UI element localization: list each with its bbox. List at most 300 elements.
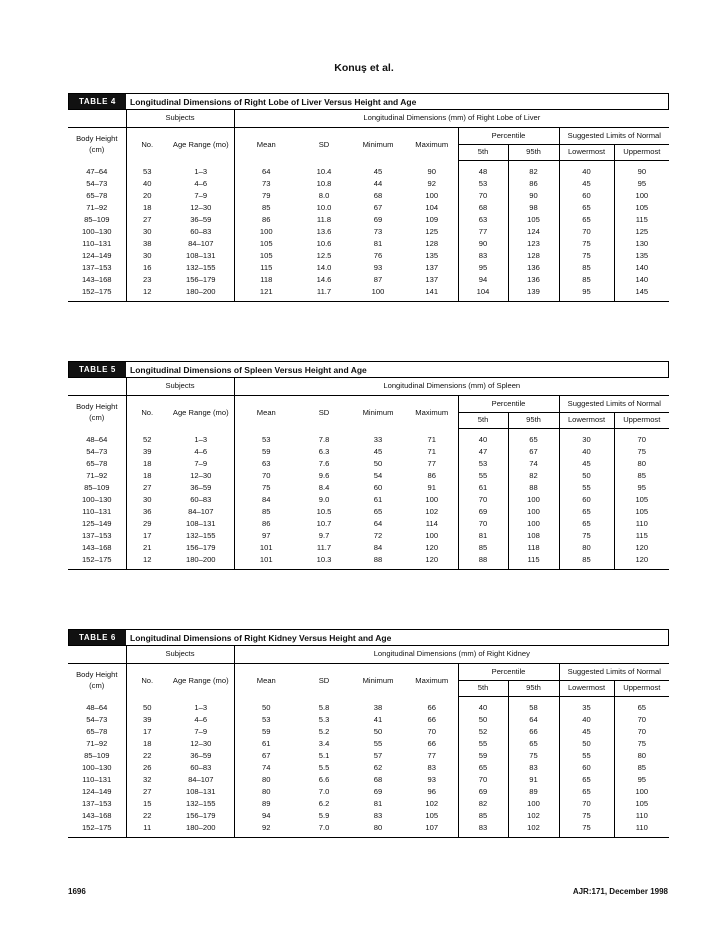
table-cell: 105 [614, 506, 669, 518]
table-cell: 132–155 [185, 262, 216, 272]
col-5th: 5th [458, 413, 508, 429]
table-cell: 92 [234, 822, 298, 838]
col-limits: Suggested Limits of Normal [559, 396, 669, 413]
table-cell: 81 [458, 530, 508, 542]
table-cell: 68 [373, 190, 383, 200]
table-cell: 10.3 [316, 554, 332, 564]
running-head: Konuş et al. [334, 62, 394, 74]
table-cell: 85 [559, 274, 614, 286]
col-sd: SD [318, 675, 330, 685]
table-cell: 9.6 [318, 470, 330, 480]
table-cell: 6.6 [318, 774, 330, 784]
table-cell: 26 [126, 762, 168, 774]
table-cell: 7.0 [318, 822, 330, 832]
table-cell: 83 [508, 762, 559, 774]
table-cell: 97 [234, 530, 298, 542]
table-row [68, 429, 669, 447]
table-cell: 180–200 [185, 554, 216, 564]
table-cell: 95 [614, 178, 669, 190]
table-cell: 86 [427, 470, 436, 480]
table-cell: 65 [614, 697, 669, 715]
table-row [68, 726, 669, 738]
table-cell: 87 [373, 274, 383, 284]
table-cell: 109 [425, 214, 439, 224]
table-cell: 85 [458, 810, 508, 822]
table-cell: 72 [373, 530, 383, 540]
table-cell: 53 [458, 178, 508, 190]
table-cell: 70 [614, 429, 669, 447]
table-cell: 104 [425, 202, 439, 212]
col-mean: Mean [234, 128, 298, 161]
table-cell: 105 [234, 238, 298, 250]
table-cell: 10.5 [316, 506, 332, 516]
table-cell: 5.2 [318, 726, 330, 736]
col-95th: 95th [508, 145, 559, 161]
table-row [68, 161, 669, 179]
table-cell: 55 [458, 470, 508, 482]
table-cell: 118 [508, 542, 559, 554]
table-cell: 152–175 [81, 554, 112, 564]
table-title: Longitudinal Dimensions of Spleen Versus Height and Age [130, 364, 367, 375]
table-cell: 65 [373, 506, 383, 516]
table-cell: 60 [559, 190, 614, 202]
table-cell: 88 [458, 554, 508, 570]
col-5th: 5th [458, 681, 508, 697]
table-cell: 110–131 [82, 238, 112, 248]
table-cell: 85 [458, 542, 508, 554]
table-cell: 135 [614, 250, 669, 262]
table-cell: 55 [559, 482, 614, 494]
table-cell: 120 [614, 554, 669, 570]
table-cell: 53 [234, 714, 298, 726]
table-cell: 12 [126, 286, 168, 302]
data-table [68, 646, 669, 838]
table-cell: 45 [373, 166, 383, 176]
table-cell: 65–78 [86, 726, 108, 736]
table-cell: 84–107 [188, 774, 214, 784]
table-cell: 55 [373, 738, 383, 748]
table-row [68, 238, 669, 250]
col-uppermost: Uppermost [614, 681, 669, 697]
table-cell: 66 [427, 738, 436, 748]
table-cell: 40 [559, 714, 614, 726]
table-cell: 10.0 [316, 202, 332, 212]
table-cell: 16 [126, 262, 168, 274]
table-cell: 54–73 [86, 714, 108, 724]
col-sd: SD [318, 407, 330, 417]
table-cell: 100 [614, 190, 669, 202]
table-cell: 89 [508, 786, 559, 798]
col-minimum: Minimum [362, 139, 394, 149]
table-cell: 83 [373, 810, 383, 820]
table-cell: 85–109 [84, 482, 110, 492]
table-cell: 75 [559, 238, 614, 250]
table-cell: 84 [373, 542, 383, 552]
table-cell: 105 [614, 494, 669, 506]
table-cell: 105 [425, 810, 439, 820]
table-cell: 4–6 [194, 178, 208, 188]
table-cell: 30 [126, 494, 168, 506]
table-cell: 61 [373, 494, 383, 504]
table-cell: 120 [425, 542, 439, 552]
table-cell: 4–6 [194, 714, 208, 724]
table-cell: 71 [427, 434, 436, 444]
table-cell: 81 [373, 798, 383, 808]
table-cell: 121 [234, 286, 298, 302]
table-cell: 71–92 [86, 202, 108, 212]
col-body-height: Body Height (cm) [76, 134, 118, 155]
table-cell: 12–30 [190, 202, 212, 212]
table-cell: 63 [234, 458, 298, 470]
col-percentile: Percentile [458, 396, 559, 413]
table-row [68, 446, 669, 458]
table-cell: 143–168 [81, 810, 112, 820]
table-cell: 80 [234, 786, 298, 798]
table-cell: 48 [458, 161, 508, 179]
table-cell: 110 [614, 518, 669, 530]
table-row [68, 750, 669, 762]
table-cell: 79 [234, 190, 298, 202]
table-cell: 35 [559, 697, 614, 715]
table-cell: 82 [508, 161, 559, 179]
table-cell: 70 [559, 798, 614, 810]
table-cell: 40 [458, 697, 508, 715]
table-row [68, 202, 669, 214]
table-cell: 96 [427, 786, 436, 796]
table-cell: 45 [559, 458, 614, 470]
table-cell: 94 [458, 274, 508, 286]
table-5 [68, 361, 669, 570]
table-cell: 83 [427, 762, 436, 772]
table-cell: 80 [373, 822, 383, 832]
table-cell: 115 [508, 554, 559, 570]
table-cell: 180–200 [185, 822, 216, 832]
col-uppermost: Uppermost [614, 145, 669, 161]
table-cell: 77 [427, 458, 436, 468]
table-cell: 70 [559, 226, 614, 238]
table-cell: 65–78 [86, 458, 108, 468]
table-cell: 70 [234, 470, 298, 482]
table-cell: 5.9 [318, 810, 330, 820]
table-cell: 69 [373, 786, 383, 796]
table-cell: 108–131 [185, 786, 216, 796]
col-mean: Mean [234, 396, 298, 429]
table-cell: 137–153 [81, 262, 112, 272]
table-cell: 18 [126, 202, 168, 214]
table-cell: 50 [234, 697, 298, 715]
table-cell: 32 [126, 774, 168, 786]
col-95th: 95th [508, 413, 559, 429]
table-cell: 18 [126, 470, 168, 482]
col-lowermost: Lowermost [559, 681, 614, 697]
table-cell: 85 [559, 554, 614, 570]
table-cell: 95 [614, 774, 669, 786]
table-cell: 70 [427, 726, 436, 736]
table-cell: 5.1 [318, 750, 330, 760]
header-dimensions: Longitudinal Dimensions (mm) of Right Kidney [234, 646, 669, 664]
table-cell: 75 [559, 530, 614, 542]
col-percentile: Percentile [458, 664, 559, 681]
table-cell: 7.6 [318, 458, 330, 468]
table-row [68, 262, 669, 274]
table-cell: 53 [234, 429, 298, 447]
table-cell: 124–149 [81, 786, 112, 796]
table-cell: 30 [559, 429, 614, 447]
table-cell: 30 [126, 226, 168, 238]
table-cell: 11.7 [316, 542, 332, 552]
col-maximum: Maximum [415, 675, 449, 685]
table-cell: 124–149 [81, 250, 112, 260]
table-cell: 110 [614, 822, 669, 838]
table-cell: 74 [234, 762, 298, 774]
table-cell: 130 [614, 238, 669, 250]
table-cell: 67 [508, 446, 559, 458]
table-cell: 114 [425, 518, 438, 528]
table-cell: 40 [559, 446, 614, 458]
table-cell: 12.5 [316, 250, 332, 260]
table-cell: 52 [458, 726, 508, 738]
table-cell: 1–3 [194, 702, 208, 712]
table-cell: 59 [234, 446, 298, 458]
table-cell: 102 [508, 822, 559, 838]
header-blank [68, 110, 126, 128]
table-cell: 61 [458, 482, 508, 494]
table-cell: 77 [427, 750, 436, 760]
table-cell: 36–59 [190, 482, 212, 492]
table-cell: 20 [126, 190, 168, 202]
table-cell: 128 [508, 250, 559, 262]
col-no: No. [126, 664, 168, 697]
table-row [68, 518, 669, 530]
table-cell: 50 [373, 726, 383, 736]
table-cell: 5.3 [318, 714, 330, 724]
table-cell: 65 [559, 518, 614, 530]
table-cell: 77 [458, 226, 508, 238]
table-cell: 47–64 [86, 166, 108, 176]
table-cell: 91 [508, 774, 559, 786]
table-row [68, 762, 669, 774]
col-maximum: Maximum [415, 407, 449, 417]
table-cell: 71 [427, 446, 436, 456]
header-subjects: Subjects [126, 378, 234, 396]
header-blank [68, 378, 126, 396]
table-cell: 57 [373, 750, 383, 760]
table-cell: 11.7 [316, 286, 332, 296]
table-cell: 1–3 [194, 166, 208, 176]
table-tag: TABLE 5 [69, 362, 126, 377]
table-cell: 115 [614, 214, 669, 226]
col-maximum: Maximum [415, 139, 449, 149]
table-cell: 67 [373, 202, 383, 212]
table-cell: 152–175 [81, 822, 112, 832]
table-cell: 47 [458, 446, 508, 458]
table-cell: 17 [126, 726, 168, 738]
table-cell: 1–3 [194, 434, 208, 444]
table-cell: 21 [126, 542, 168, 554]
table-cell: 40 [559, 161, 614, 179]
table-cell: 74 [508, 458, 559, 470]
table-cell: 6.2 [318, 798, 330, 808]
table-cell: 65 [508, 429, 559, 447]
table-cell: 65–78 [86, 190, 108, 200]
table-tag: TABLE 4 [69, 94, 126, 109]
table-cell: 86 [234, 518, 298, 530]
table-cell: 63 [458, 214, 508, 226]
table-caption [68, 629, 669, 646]
table-cell: 60–83 [190, 762, 212, 772]
table-cell: 105 [614, 202, 669, 214]
table-cell: 65 [559, 786, 614, 798]
table-cell: 54–73 [86, 446, 108, 456]
table-cell: 48–64 [86, 434, 108, 444]
table-cell: 50 [373, 458, 383, 468]
table-row [68, 470, 669, 482]
table-cell: 39 [126, 714, 168, 726]
table-cell: 143–168 [81, 542, 112, 552]
table-cell: 88 [373, 554, 383, 564]
table-cell: 137–153 [81, 798, 112, 808]
table-cell: 104 [458, 286, 508, 302]
table-cell: 40 [458, 429, 508, 447]
table-cell: 124 [508, 226, 559, 238]
table-cell: 80 [614, 458, 669, 470]
table-cell: 54 [373, 470, 383, 480]
table-cell: 10.4 [316, 166, 332, 176]
table-cell: 7–9 [194, 458, 208, 468]
table-cell: 70 [458, 518, 508, 530]
table-cell: 136 [508, 262, 559, 274]
table-cell: 55 [559, 750, 614, 762]
table-cell: 18 [126, 458, 168, 470]
table-cell: 141 [425, 286, 439, 296]
table-cell: 70 [458, 774, 508, 786]
table-cell: 9.7 [318, 530, 330, 540]
table-cell: 65 [559, 506, 614, 518]
table-cell: 60 [373, 482, 383, 492]
table-cell: 125 [614, 226, 669, 238]
table-cell: 66 [427, 702, 436, 712]
table-cell: 64 [234, 161, 298, 179]
header-dimensions: Longitudinal Dimensions (mm) of Right Lobe of Liver [234, 110, 669, 128]
table-cell: 38 [126, 238, 168, 250]
table-cell: 135 [425, 250, 439, 260]
table-cell: 38 [373, 702, 383, 712]
table-cell: 110 [614, 810, 669, 822]
table-cell: 58 [508, 697, 559, 715]
table-cell: 70 [614, 726, 669, 738]
table-cell: 85 [614, 762, 669, 774]
table-cell: 100 [425, 530, 439, 540]
table-cell: 27 [126, 482, 168, 494]
table-cell: 101 [234, 554, 298, 570]
table-row [68, 697, 669, 715]
table-6 [68, 629, 669, 838]
table-cell: 69 [458, 786, 508, 798]
table-cell: 18 [126, 738, 168, 750]
table-cell: 11.8 [316, 214, 332, 224]
table-row [68, 738, 669, 750]
table-cell: 12 [126, 554, 168, 570]
table-cell: 75 [614, 446, 669, 458]
table-cell: 98 [508, 202, 559, 214]
table-cell: 64 [373, 518, 383, 528]
table-cell: 48–64 [86, 702, 108, 712]
table-cell: 6.3 [318, 446, 330, 456]
table-cell: 100 [508, 506, 559, 518]
table-cell: 45 [559, 178, 614, 190]
table-row [68, 482, 669, 494]
table-cell: 100 [425, 494, 439, 504]
table-cell: 60–83 [190, 226, 212, 236]
table-cell: 71–92 [86, 738, 108, 748]
table-cell: 73 [234, 178, 298, 190]
table-cell: 92 [427, 178, 436, 188]
table-cell: 60 [559, 494, 614, 506]
table-row [68, 250, 669, 262]
table-cell: 85 [559, 262, 614, 274]
table-cell: 22 [126, 810, 168, 822]
table-cell: 137–153 [81, 530, 112, 540]
table-cell: 140 [614, 274, 669, 286]
table-cell: 180–200 [185, 286, 216, 296]
table-cell: 80 [559, 542, 614, 554]
table-cell: 55 [458, 738, 508, 750]
table-cell: 69 [458, 506, 508, 518]
table-cell: 60–83 [190, 494, 212, 504]
table-caption [68, 361, 669, 378]
table-row [68, 554, 669, 570]
table-cell: 75 [559, 250, 614, 262]
table-cell: 156–179 [185, 810, 216, 820]
table-cell: 14.6 [316, 274, 332, 284]
table-cell: 101 [234, 542, 298, 554]
table-cell: 39 [126, 446, 168, 458]
table-row [68, 274, 669, 286]
table-cell: 75 [614, 738, 669, 750]
col-limits: Suggested Limits of Normal [559, 128, 669, 145]
table-cell: 89 [234, 798, 298, 810]
table-cell: 86 [508, 178, 559, 190]
table-cell: 90 [458, 238, 508, 250]
table-cell: 100 [508, 798, 559, 810]
table-cell: 152–175 [81, 286, 112, 296]
table-cell: 145 [614, 286, 669, 302]
table-cell: 136 [508, 274, 559, 286]
table-cell: 41 [373, 714, 383, 724]
table-cell: 125–149 [81, 518, 112, 528]
table-row [68, 774, 669, 786]
header-subjects: Subjects [126, 646, 234, 664]
table-4 [68, 93, 669, 302]
table-cell: 143–168 [81, 274, 112, 284]
table-cell: 22 [126, 750, 168, 762]
table-cell: 75 [508, 750, 559, 762]
table-tag: TABLE 6 [69, 630, 126, 645]
table-row [68, 286, 669, 302]
table-cell: 11 [126, 822, 168, 838]
table-row [68, 822, 669, 838]
table-caption [68, 93, 669, 110]
table-cell: 10.7 [316, 518, 332, 528]
table-row [68, 458, 669, 470]
table-cell: 102 [425, 798, 439, 808]
table-cell: 7.0 [318, 786, 330, 796]
col-5th: 5th [458, 145, 508, 161]
table-cell: 73 [373, 226, 383, 236]
col-lowermost: Lowermost [559, 145, 614, 161]
table-cell: 93 [427, 774, 436, 784]
table-cell: 125 [425, 226, 439, 236]
